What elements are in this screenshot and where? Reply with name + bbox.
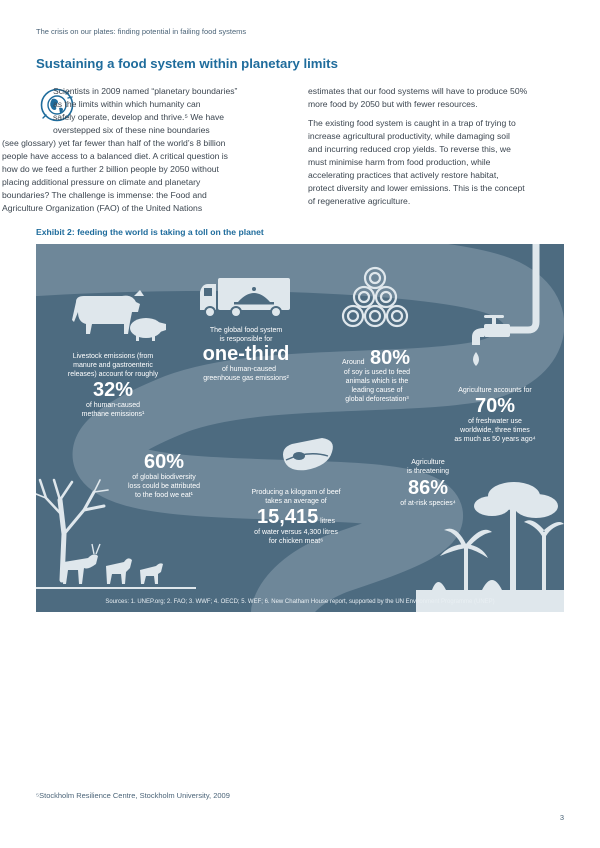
livestock-line: manure and gastroenteric bbox=[73, 362, 153, 369]
livestock-line: of human-caused bbox=[85, 402, 141, 409]
soy-value: 80% bbox=[370, 347, 411, 369]
beef-line: takes an average of bbox=[265, 498, 327, 505]
stat-beef-water bbox=[232, 488, 360, 546]
system-value: one-third bbox=[202, 343, 290, 365]
bio-line: of global biodiversity bbox=[132, 474, 196, 481]
water-value: 70% bbox=[474, 395, 516, 417]
stat-biodiversity bbox=[116, 452, 212, 500]
left-line: (see glossary) yet far fewer than half of the world’s 8 billion bbox=[2, 138, 226, 148]
beef-line: of water versus 4,300 litres bbox=[254, 529, 338, 536]
sources-line: Sources: 1. UNEP.org; 2. FAO; 3. WWF; 4. OECD; 5. WEF; 6. New Chatham House report, supported by the UN Environment Programme (UNEP) bbox=[105, 599, 495, 605]
left-line: safely operate, develop and thrive.⁵ We have bbox=[53, 112, 225, 122]
left-line: as the limits within which humanity can bbox=[53, 99, 201, 109]
left-line: how do we feed a further 2 billion people by 2050 without bbox=[2, 164, 219, 174]
pig-icon bbox=[130, 318, 166, 341]
beef-value: 15,415 bbox=[257, 506, 319, 528]
system-line: is responsible for bbox=[219, 336, 273, 343]
soy-prefix: Around bbox=[342, 359, 365, 366]
water-line: as much as 50 years ago⁴ bbox=[454, 436, 536, 443]
system-line: The global food system bbox=[209, 327, 283, 334]
beef-line: for chicken meat⁶ bbox=[268, 538, 324, 545]
soy-line: animals which is the bbox=[345, 378, 409, 385]
bio-value: 60% bbox=[143, 451, 185, 473]
left-line: overstepped six of these nine boundaries bbox=[53, 125, 210, 135]
stat-food-system bbox=[186, 326, 306, 383]
soy-line: of soy is used to feed bbox=[343, 369, 411, 376]
bio-line: loss could be attributed bbox=[128, 483, 200, 490]
beef-line: Producing a kilogram of beef bbox=[251, 489, 341, 496]
stat-livestock bbox=[60, 352, 166, 419]
left-line: boundaries? The challenge is immense: the Food and bbox=[2, 190, 207, 200]
right-line: and incurring reduced crop yields. To reverse this, we bbox=[308, 144, 511, 154]
bio-line: to the food we eat¹ bbox=[135, 492, 193, 499]
right-line: accelerating practices that actively restore habitat, bbox=[308, 170, 499, 180]
infographic-panel bbox=[36, 244, 564, 612]
livestock-line: Livestock emissions (from bbox=[72, 353, 154, 360]
exhibit-label: Exhibit 2: feeding the world is taking a toll on the planet bbox=[36, 227, 264, 237]
right-line: must minimise harm from food production, while bbox=[308, 157, 491, 167]
livestock-value: 32% bbox=[92, 379, 134, 401]
species-line: is threatening bbox=[406, 468, 450, 475]
stat-freshwater bbox=[440, 386, 550, 444]
page-number: 3 bbox=[559, 813, 564, 822]
water-line: Agriculture accounts for bbox=[458, 387, 532, 394]
footnote: ⁵Stockholm Resilience Centre, Stockholm University, 2009 bbox=[36, 791, 230, 800]
soy-line: leading cause of bbox=[351, 387, 403, 394]
livestock-line: methane emissions¹ bbox=[81, 411, 145, 418]
running-header: The crisis on our plates: finding potential in failing food systems bbox=[36, 27, 247, 36]
section-title: Sustaining a food system within planetary limits bbox=[36, 56, 338, 71]
species-value: 86% bbox=[407, 477, 449, 499]
species-line: of at-risk species⁴ bbox=[400, 500, 456, 507]
left-line: Scientists in 2009 named “planetary boundaries” bbox=[53, 86, 238, 96]
water-line: worldwide, three times bbox=[460, 427, 530, 434]
left-line: Agriculture Organization (FAO) of the United Nations bbox=[2, 203, 203, 213]
species-line: Agriculture bbox=[411, 459, 445, 466]
right-line: protect diversity and lower emissions. This is the concept bbox=[308, 183, 525, 193]
stat-soy bbox=[332, 348, 422, 404]
soy-line: global deforestation³ bbox=[345, 396, 409, 403]
right-line: more food by 2050 but with fewer resources. bbox=[308, 99, 478, 109]
water-line: of freshwater use bbox=[468, 418, 522, 425]
livestock-line: releases) account for roughly bbox=[67, 371, 159, 378]
beef-unit: litres bbox=[320, 518, 335, 525]
system-line: greenhouse gas emissions² bbox=[203, 375, 289, 382]
right-line: estimates that our food systems will have to produce 50% bbox=[308, 86, 528, 96]
right-line: of regenerative agriculture. bbox=[308, 196, 411, 206]
system-line: of human-caused bbox=[221, 366, 277, 373]
right-line: increase agricultural productivity, while damaging soil bbox=[308, 131, 510, 141]
left-line: people have access to a balanced diet. A critical question is bbox=[2, 151, 228, 161]
right-line: The existing food system is caught in a trap of trying to bbox=[308, 118, 516, 128]
stat-species bbox=[382, 458, 474, 508]
left-line: placing additional pressure on climate and planetary bbox=[2, 177, 201, 187]
